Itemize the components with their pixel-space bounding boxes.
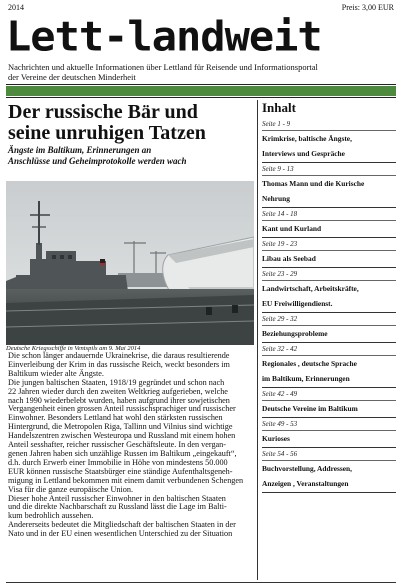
article-line: Einverleibung der Krim in das russische Reich, weckt besonders im bbox=[8, 359, 230, 369]
toc-item[interactable] bbox=[262, 448, 396, 493]
article-line: Visa für die ganze europäische Union. bbox=[8, 484, 134, 494]
article-line: Vergangenheit einen grossen Anteil russischsprachiger und russischer bbox=[8, 404, 236, 414]
article-line: Nato und in der EU einen wesentlichen Unterschied zu der Situation bbox=[8, 529, 233, 539]
toc-title-line: im Baltikum, Erinnerungen bbox=[262, 374, 350, 383]
article-line: 22 Jahren wieder durch den zweiten Weltkrieg aufgerieben, welche bbox=[8, 386, 228, 396]
toc-page-ref: Seite 42 - 49 bbox=[262, 388, 396, 401]
toc-title-line: Buchvorstellung, Addressen, bbox=[262, 464, 353, 473]
article-line: und die direkte Nachbarschaft zu Russland lässt die Lage im Balti- bbox=[8, 502, 227, 512]
article-line: Die jungen baltischen Staaten, 1918/19 gegründet und schon nach bbox=[8, 377, 225, 387]
toc-title-line: Regionales , deutsche Sprache bbox=[262, 359, 357, 368]
toc-heading: Inhalt bbox=[262, 100, 296, 115]
article-line: genen Jahren haben sich unzählige Russen im Baltikum „eingekauft“, bbox=[8, 448, 237, 458]
article-line: Anteil sesshafter, reicher russischer Geschäftsleute. In den vergan- bbox=[8, 440, 226, 450]
toc-title-line: Kant und Kurland bbox=[262, 224, 322, 233]
article-line: nach 1990 wiederbelebt wurden, haben aufgrund ihrer sowjetischen bbox=[8, 395, 230, 405]
article-line: Handelszentren zwischen Westeuropa und Russland mit einem hohen bbox=[8, 431, 236, 441]
subtitle-line-2: der Vereine der deutschen Minderheit bbox=[8, 72, 136, 82]
toc-item[interactable] bbox=[262, 418, 396, 448]
article-line: Andererseits bedeutet die Mitgliedschaft der baltischen Staaten in der bbox=[8, 520, 236, 530]
column-divider bbox=[257, 100, 258, 580]
deck-line-1: Ängste im Baltikum, Erinnerungen an bbox=[8, 145, 152, 155]
article-line: Die schon länger andauernde Ukrainekrise, die daraus resultierende bbox=[8, 351, 230, 360]
toc-page-ref: Seite 23 - 29 bbox=[262, 268, 396, 281]
toc-item[interactable] bbox=[262, 388, 396, 418]
toc-page-ref: Seite 1 - 9 bbox=[262, 118, 396, 131]
article-deck bbox=[8, 145, 254, 167]
toc-title-line: Deutsche Vereine im Baltikum bbox=[262, 404, 358, 413]
toc-title-line: Beziehungsprobleme bbox=[262, 329, 328, 338]
toc-item[interactable] bbox=[262, 268, 396, 313]
article-line: kum bedrohlich aussehen. bbox=[8, 511, 94, 521]
article-headline bbox=[8, 102, 254, 144]
toc-title-line: EU Freiwilligendienst. bbox=[262, 299, 333, 308]
article-line: Hintergrund, die Metropolen Riga, Tallinn und Vilnius sind wichtige bbox=[8, 422, 233, 432]
article-line: migung in Lettland bekommen mit einem damit verbundenen Schengen bbox=[8, 475, 244, 485]
toc-title-line: Nehrung bbox=[262, 194, 290, 203]
toc-title-line: Krimkrise, baltische Ängste, bbox=[262, 134, 352, 143]
headline-line-2: seine unruhigen Tatzen bbox=[8, 122, 206, 144]
toc-title-line: Interviews und Gespräche bbox=[262, 149, 345, 158]
masthead-subtitle bbox=[8, 62, 394, 82]
toc-page-ref: Seite 29 - 32 bbox=[262, 313, 396, 326]
header-rule-bottom bbox=[6, 97, 396, 98]
photo-caption: Deutsche Kriegsschiffe in Ventspils am 9. Mai 2014 bbox=[6, 345, 141, 352]
article-line: Baltikum wieder alte Ängste. bbox=[8, 368, 104, 378]
subtitle-line-1: Nachrichten und aktuelle Informationen über Lettland für Reisende und Informationsportal bbox=[8, 62, 318, 72]
toc-title-line: Landwirtschaft, Arbeitskräfte, bbox=[262, 284, 359, 293]
toc-page-ref: Seite 54 - 56 bbox=[262, 448, 396, 461]
header-rule-top bbox=[6, 84, 396, 85]
table-of-contents bbox=[262, 100, 396, 493]
toc-item[interactable] bbox=[262, 313, 396, 343]
toc-title-line: Thomas Mann und die Kurische bbox=[262, 179, 365, 188]
issue-year: 2014 bbox=[8, 3, 24, 12]
toc-page-ref: Seite 9 - 13 bbox=[262, 163, 396, 176]
toc-page-ref: Seite 14 - 18 bbox=[262, 208, 396, 221]
green-accent-bar bbox=[6, 86, 396, 96]
toc-title-line: Kurioses bbox=[262, 434, 290, 443]
toc-page-ref: Seite 49 - 53 bbox=[262, 418, 396, 431]
toc-title-line: Libau als Seebad bbox=[262, 254, 316, 263]
article-line: Einwohner. Besonders Lettland hat wohl den stärksten russischen bbox=[8, 413, 223, 423]
headline-line-1: Der russische Bär und bbox=[8, 101, 198, 123]
bottom-rule bbox=[6, 582, 396, 583]
article-line: EUR können russische Staatsbürger eine ständige Aufenthaltsgeneh- bbox=[8, 466, 233, 476]
price-label: Preis: 3,00 EUR bbox=[341, 3, 394, 12]
article-line: Dieser hohe Anteil russischer Einwohner in den baltischen Staaten bbox=[8, 493, 226, 503]
toc-item[interactable] bbox=[262, 343, 396, 388]
warships-photo bbox=[6, 181, 254, 345]
toc-item[interactable] bbox=[262, 208, 396, 238]
toc-item[interactable] bbox=[262, 163, 396, 208]
deck-line-2: Anschlüsse und Geheimprotokolle werden wach bbox=[8, 156, 187, 166]
masthead-title: Lett-landweit bbox=[6, 12, 322, 61]
toc-page-ref: Seite 19 - 23 bbox=[262, 238, 396, 251]
article-body bbox=[8, 352, 254, 539]
toc-item[interactable] bbox=[262, 238, 396, 268]
toc-item[interactable] bbox=[262, 118, 396, 163]
toc-title-line: Anzeigen , Veranstaltungen bbox=[262, 479, 349, 488]
toc-page-ref: Seite 32 - 42 bbox=[262, 343, 396, 356]
article-line: d.h. durch Erwerb einer Immobilie in Höhe von mindestens 50.000 bbox=[8, 457, 228, 467]
